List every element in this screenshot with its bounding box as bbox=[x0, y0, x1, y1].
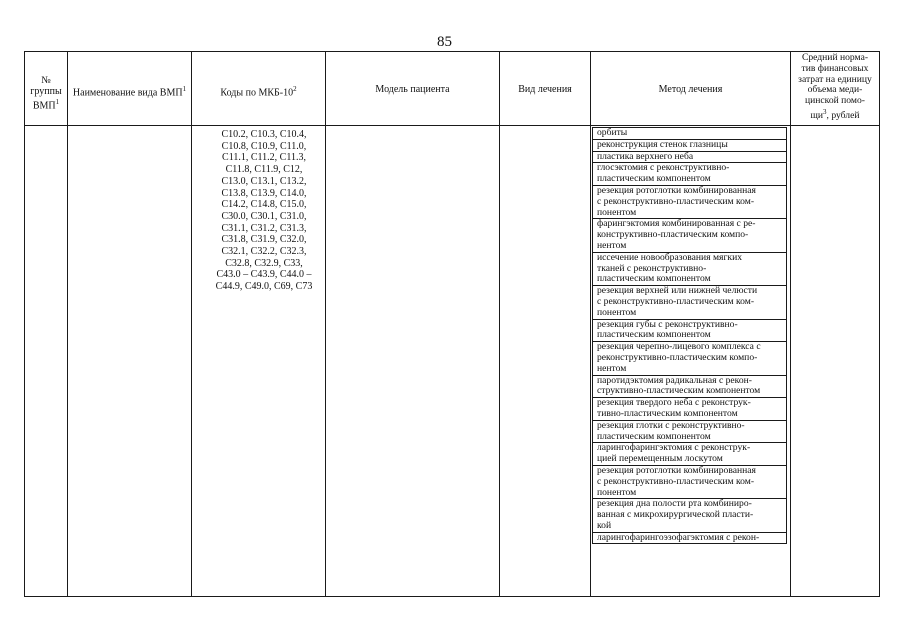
method-item: орбиты bbox=[592, 127, 787, 140]
method-item: ларингофарингэктомия с реконструк- цией перемещенным лоскутом bbox=[592, 442, 787, 466]
col-border-0 bbox=[24, 51, 25, 597]
col-border-3 bbox=[325, 51, 326, 597]
col-border-2 bbox=[191, 51, 192, 597]
col-border-7 bbox=[879, 51, 880, 597]
header-mkb-codes: Коды по МКБ-$10^2$ bbox=[220, 85, 297, 99]
table-bottom-border bbox=[24, 596, 880, 597]
col-border-1 bbox=[67, 51, 68, 597]
treatment-methods-list bbox=[592, 127, 787, 544]
method-item: резекция губы с реконструктивно- пластическим компонентом bbox=[592, 319, 787, 343]
vmp-table bbox=[24, 51, 880, 597]
header-treatment-type: Вид лечения bbox=[518, 84, 572, 95]
header-vmp-name: Наименование вида ВМП$^1$ bbox=[72, 85, 187, 99]
page-number: 85 bbox=[437, 34, 452, 50]
method-item: резекция верхней или нижней челюсти с реконструктивно-пластическим ком- понентом bbox=[592, 285, 787, 319]
method-item: фарингэктомия комбинированная с ре- конструктивно-пластическим компо- нентом bbox=[592, 218, 787, 252]
mkb-codes-list: C10.2, C10.3, C10.4, C10.8, C10.9, C11.0, C11.1, C11.2, C11.3, C11.8, C11.9, C12, C13.0, C13.1, C13.2, C13.8, C13.9, C14.0, C14.2, C14.8, C15.0, C30.0, C30.1, C31.0, C31.1, C31.2, C31.3, C31.8, C31.9, C32.0, C32.1, C32.2, C32.3, C32.8, C32.9, C33, C43.0 – C43.9, C44.0 – C44.9, C49.0, C69, C73 bbox=[215, 129, 313, 293]
header-avg-cost: Средний норма- тив финансовых затрат на единицу объема меди- цинской помо- $щи^3$, рублей bbox=[798, 52, 872, 122]
col-border-5 bbox=[590, 51, 591, 597]
method-item: резекция ротоглотки комбинированная с реконструктивно-пластическим ком- понентом bbox=[592, 465, 787, 499]
method-item: резекция ротоглотки комбинированная с реконструктивно-пластическим ком- понентом bbox=[592, 185, 787, 219]
method-item: паротидэктомия радикальная с рекон- структивно-пластическим компонентом bbox=[592, 375, 787, 399]
header-bottom-border bbox=[24, 125, 880, 126]
method-item: глосэктомия с реконструктивно- пластическим компонентом bbox=[592, 162, 787, 186]
method-item: ларингофарингоэзофагэктомия с рекон- bbox=[592, 532, 787, 545]
method-item: резекция черепно-лицевого комплекса с реконструктивно-пластическим компо- нентом bbox=[592, 341, 787, 375]
header-treatment-method: Метод лечения bbox=[658, 84, 723, 95]
header-patient-model: Модель пациента bbox=[375, 84, 450, 95]
method-item: реконструкция стенок глазницы bbox=[592, 139, 787, 152]
col-border-4 bbox=[499, 51, 500, 597]
col-border-6 bbox=[790, 51, 791, 597]
table-top-border bbox=[24, 51, 880, 52]
method-item: иссечение новообразования мягких тканей с реконструктивно- пластическим компонентом bbox=[592, 252, 787, 286]
method-item: резекция твердого неба с реконструк- тивно-пластическим компонентом bbox=[592, 397, 787, 421]
header-group-no: № группы ВМП$^1$ bbox=[30, 75, 62, 112]
method-item: резекция дна полости рта комбиниро- ванная с микрохирургической пласти- кой bbox=[592, 498, 787, 532]
method-item: пластика верхнего неба bbox=[592, 151, 787, 164]
method-item: резекция глотки с реконструктивно- пластическим компонентом bbox=[592, 420, 787, 444]
